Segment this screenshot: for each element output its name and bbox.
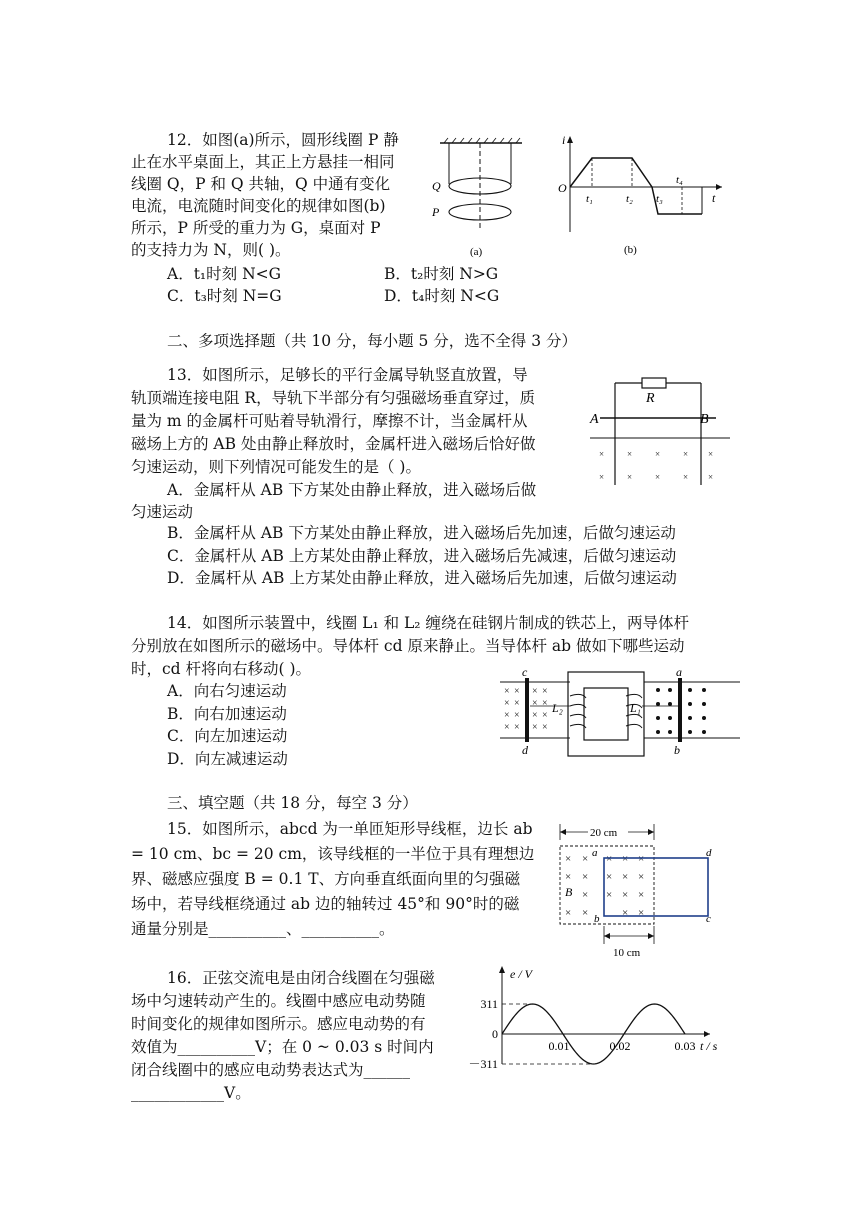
svg-text:×: ×	[514, 710, 520, 721]
q12-line-3: 线圈 Q，P 和 Q 共轴，Q 中通有变化	[131, 175, 391, 193]
x-tick-0-02: 0.02	[609, 1039, 631, 1053]
q12-figure-a	[430, 138, 530, 258]
svg-text:×: ×	[622, 853, 629, 865]
q16-line-2: 场中匀速转动产生的。线圈中感应电动势随	[131, 992, 426, 1010]
svg-text:×: ×	[504, 686, 510, 697]
svg-text:×: ×	[514, 686, 520, 697]
svg-text:×: ×	[542, 722, 548, 733]
svg-text:×: ×	[532, 686, 538, 697]
dim-20cm: 20 cm	[590, 827, 618, 839]
svg-text:×: ×	[504, 722, 510, 733]
label-c: c	[522, 665, 528, 679]
label-a: a	[676, 665, 682, 679]
svg-text:×: ×	[708, 449, 714, 459]
label-b: b	[674, 743, 680, 757]
svg-text:×: ×	[504, 710, 510, 721]
svg-text:×: ×	[606, 871, 613, 883]
axis-i: i	[562, 133, 566, 147]
label-c: c	[706, 913, 711, 925]
label-r: R	[646, 391, 655, 406]
q12-line-5: 所示，P 所受的重力为 G，桌面对 P	[131, 219, 381, 237]
svg-text:×: ×	[582, 907, 589, 919]
y-tick-min: －311	[468, 1057, 498, 1071]
caption-b: (b)	[624, 244, 637, 256]
section-2-heading: 二、多项选择题（共 10 分，每小题 5 分，选不全得 3 分）	[167, 332, 578, 350]
svg-text:×: ×	[638, 871, 645, 883]
svg-text:×: ×	[582, 889, 589, 901]
x-tick-0-01: 0.01	[548, 1039, 570, 1053]
svg-text:×: ×	[627, 449, 633, 459]
q12-option-b: B．t₂时刻 N>G	[384, 265, 499, 283]
q13-option-a-1: A．金属杆从 AB 下方某处由静止释放，进入磁场后做	[167, 481, 537, 499]
q16-line-1: 16．正弦交流电是由闭合线圈在匀强磁	[167, 969, 435, 987]
q13-line-5: 匀速运动，则下列情况可能发生的是（ )。	[131, 458, 421, 476]
q12-line-1: 12．如图(a)所示，圆形线圈 P 静	[167, 131, 399, 149]
origin-o: O	[558, 181, 567, 195]
y-axis-label: e / V	[510, 967, 532, 981]
q12-figure-b	[552, 132, 732, 260]
svg-text:×: ×	[532, 710, 538, 721]
svg-text:×: ×	[622, 907, 629, 919]
svg-text:×: ×	[565, 871, 572, 883]
y-tick-max: 311	[480, 997, 498, 1011]
svg-text:×: ×	[606, 853, 613, 865]
q14-option-b: B．向右加速运动	[167, 705, 287, 723]
svg-text:×: ×	[627, 472, 633, 482]
q13-line-3: 量为 m 的金属杆可贴着导轨滑行，摩擦不计，当金属杆从	[131, 412, 528, 430]
svg-text:×: ×	[622, 889, 629, 901]
q15-line-5: 通量分别是__________、__________。	[131, 920, 395, 938]
q13-line-1: 13．如图所示，足够长的平行金属导轨竖直放置，导	[167, 366, 528, 384]
q15-line-2: = 10 cm、bc = 20 cm，该导线框的一半位于具有理想边	[131, 845, 535, 863]
svg-text:×: ×	[532, 722, 538, 733]
svg-text:×: ×	[606, 889, 613, 901]
label-b: b	[594, 913, 600, 925]
svg-text:×: ×	[599, 449, 605, 459]
q14-figure	[500, 666, 740, 762]
q14-line-1: 14．如图所示装置中，线圈 L₁ 和 L₂ 缠绕在硅钢片制成的铁芯上，两导体杆	[167, 614, 689, 632]
tick-t4: t₄	[676, 174, 683, 186]
label-l1: L₁	[630, 701, 641, 715]
svg-text:×: ×	[565, 853, 572, 865]
q12-option-c: C．t₃时刻 N=G	[167, 287, 282, 305]
svg-text:×: ×	[582, 853, 589, 865]
svg-text:×: ×	[638, 889, 645, 901]
q16-line-3: 时间变化的规律如图所示。感应电动势的有	[131, 1015, 426, 1033]
caption-a: (a)	[470, 246, 483, 258]
label-b: B	[700, 412, 709, 427]
q15-line-4: 场中，若导线框绕通过 ab 边的轴转过 45°和 90°时的磁	[131, 895, 520, 913]
q13-option-d: D．金属杆从 AB 上方某处由静止释放，进入磁场后先加速，后做匀速运动	[167, 569, 677, 587]
q13-option-b: B．金属杆从 AB 下方某处由静止释放，进入磁场后先加速，后做匀速运动	[167, 524, 676, 542]
q14-line-2: 分别放在如图所示的磁场中。导体杆 cd 原来静止。当导体杆 ab 做如下哪些运动	[131, 637, 685, 655]
section-3-heading: 三、填空题（共 18 分，每空 3 分）	[167, 794, 418, 812]
q13-line-4: 磁场上方的 AB 处由静止释放时，金属杆进入磁场后恰好做	[131, 435, 536, 453]
q14-option-d: D．向左减速运动	[167, 750, 288, 768]
q13-option-c: C．金属杆从 AB 上方某处由静止释放，进入磁场后先减速，后做匀速运动	[167, 547, 677, 565]
svg-text:×: ×	[638, 853, 645, 865]
svg-text:×: ×	[532, 698, 538, 709]
q15-figure	[556, 822, 726, 960]
q16-ac-chart	[460, 962, 730, 1072]
svg-text:×: ×	[582, 871, 589, 883]
label-a: a	[592, 847, 598, 859]
svg-text:×: ×	[514, 722, 520, 733]
x-axis-label: t / s	[700, 1039, 718, 1053]
svg-text:×: ×	[655, 472, 661, 482]
svg-text:×: ×	[683, 472, 689, 482]
tick-t1: t₁	[586, 193, 593, 205]
tick-t3: t₃	[656, 193, 663, 205]
svg-text:×: ×	[599, 472, 605, 482]
q12-option-d: D．t₄时刻 N<G	[384, 287, 500, 305]
label-d: d	[706, 847, 712, 859]
q14-line-3: 时，cd 杆将向右移动( )。	[131, 660, 312, 678]
label-b-field: B	[565, 885, 573, 899]
svg-text:×: ×	[542, 686, 548, 697]
q16-line-5: 闭合线圈中的感应电动势表达式为______	[131, 1061, 411, 1079]
q12-option-a: A．t₁时刻 N<G	[167, 265, 281, 283]
svg-text:×: ×	[622, 871, 629, 883]
label-p: P	[432, 205, 440, 219]
tick-t2: t₂	[626, 193, 633, 205]
q13-figure	[590, 370, 730, 490]
q12-line-2: 止在水平桌面上，其正上方悬挂一相同	[131, 153, 395, 171]
dim-10cm: 10 cm	[613, 947, 641, 959]
q12-line-6: 的支持力为 N，则( )。	[131, 241, 291, 259]
svg-text:×: ×	[542, 710, 548, 721]
q12-line-4: 电流，电流随时间变化的规律如图(b)	[131, 197, 386, 215]
svg-text:×: ×	[565, 907, 572, 919]
q16-line-6: ____________V。	[131, 1084, 251, 1102]
q14-option-c: C．向左加速运动	[167, 727, 288, 745]
q15-line-3: 界、磁感应强度 B = 0.1 T、方向垂直纸面向里的匀强磁	[131, 870, 521, 888]
q13-option-a-2: 匀速运动	[131, 503, 194, 521]
svg-text:×: ×	[514, 698, 520, 709]
label-a: A	[590, 412, 599, 427]
q13-line-2: 轨顶端连接电阻 R，导轨下半部分有匀强磁场垂直穿过，质	[131, 389, 536, 407]
svg-text:×: ×	[708, 472, 714, 482]
q15-line-1: 15．如图所示，abcd 为一单匝矩形导线框，边长 ab	[167, 820, 533, 838]
svg-text:×: ×	[655, 449, 661, 459]
svg-text:×: ×	[542, 698, 548, 709]
label-q: Q	[432, 179, 441, 193]
q14-option-a: A．向右匀速运动	[167, 682, 287, 700]
svg-text:×: ×	[683, 449, 689, 459]
y-tick-zero: 0	[492, 1027, 498, 1041]
x-tick-0-03: 0.03	[674, 1039, 696, 1053]
q16-line-4: 效值为__________V；在 0 ~ 0.03 s 时间内	[131, 1038, 434, 1056]
label-d: d	[522, 743, 528, 757]
svg-text:×: ×	[504, 698, 510, 709]
axis-t: t	[712, 191, 716, 205]
label-l2: L₂	[552, 701, 563, 715]
svg-text:×: ×	[638, 907, 645, 919]
